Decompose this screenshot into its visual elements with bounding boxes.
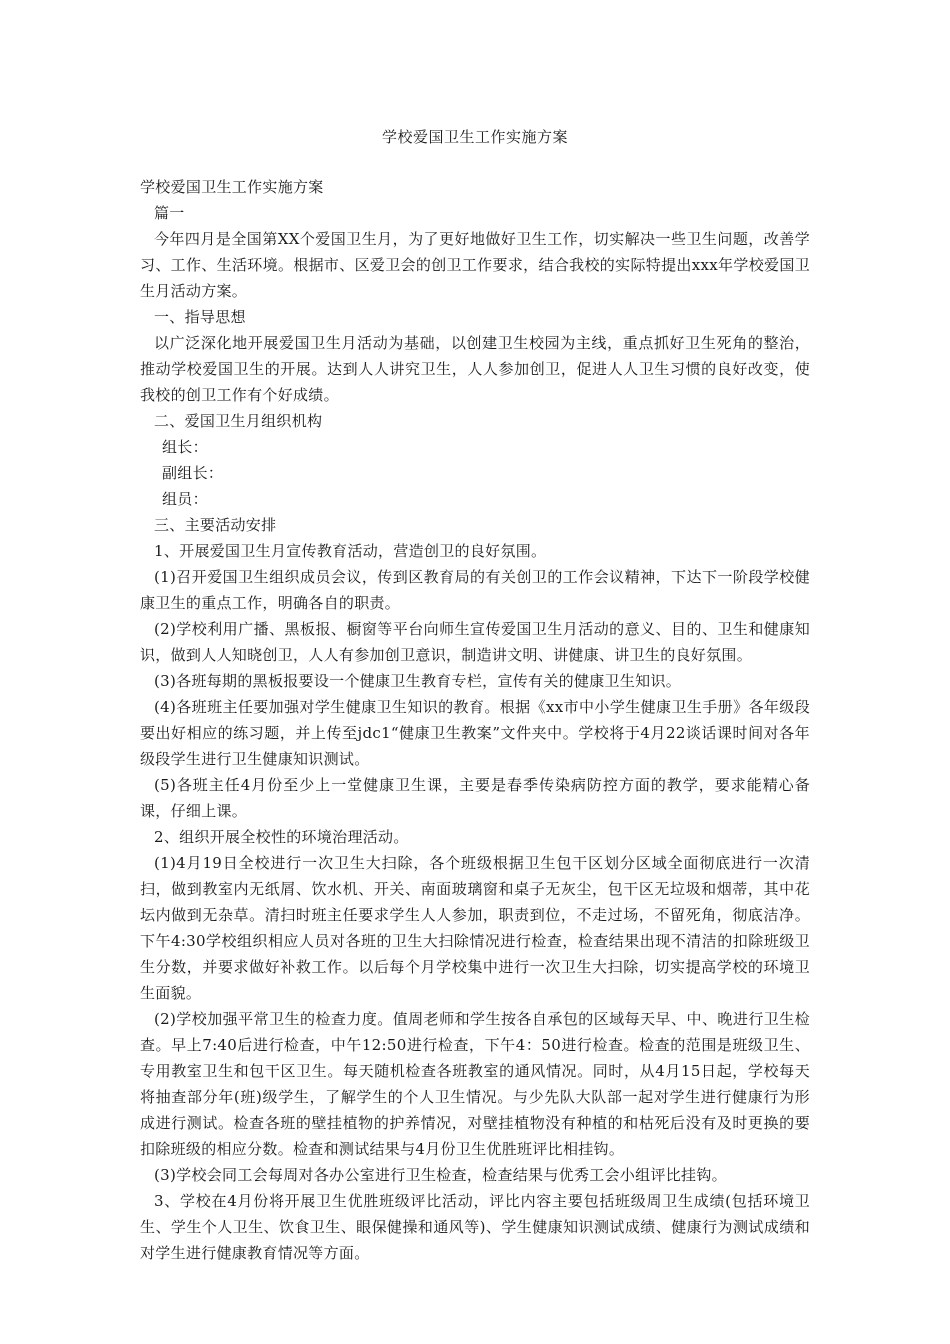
document-title: 学校爱国卫生工作实施方案 xyxy=(381,128,568,146)
activity-1-heading: 1、开展爱国卫生月宣传教育活动，营造创卫的良好氛围。 xyxy=(154,542,547,560)
section-heading-activities: 三、主要活动安排 xyxy=(154,516,277,534)
activity-2-item-3: (3)学校会同工会每周对各办公室进行卫生检查，检查结果与优秀工会小组评比挂钩。 xyxy=(154,1166,727,1184)
section-label-part-one: 篇一 xyxy=(154,204,185,222)
section-heading-organization: 二、爱国卫生月组织机构 xyxy=(154,412,323,430)
activity-1-item-5: (5)各班主任4月份至少上一堂健康卫生课，主要是春季传染病防控方面的教学，要求能精心备课，仔细上课。 xyxy=(140,776,810,820)
team-leader-line: 组长： xyxy=(162,438,208,456)
activity-1-item-4: (4)各班班主任要加强对学生健康卫生知识的教育。根据《xx市中小学生健康卫生手册》各年级段要出好相应的练习题，并上传至jdc1“健康卫生教案”文件夹中。学校将于4月22谈话课时间对各年级段学生进行卫生健康知识测试。 xyxy=(140,698,810,768)
team-members-line: 组员： xyxy=(162,490,208,508)
activity-2-heading: 2、组织开展全校性的环境治理活动。 xyxy=(154,828,409,846)
intro-paragraph: 今年四月是全国第XX个爱国卫生月，为了更好地做好卫生工作，切实解决一些卫生问题，改善学习、工作、生活环境。根据市、区爱卫会的创卫工作要求，结合我校的实际特提出xxx年学校爱国卫生月活动方案。 xyxy=(140,230,810,300)
activity-3-paragraph: 3、学校在4月份将开展卫生优胜班级评比活动，评比内容主要包括班级周卫生成绩(包括环境卫生、学生个人卫生、饮食卫生、眼保健操和通风等)、学生健康知识测试成绩、健康行为测试成绩和对学生进行健康教育情况等方面。 xyxy=(140,1192,810,1262)
section-heading-guiding-idea: 一、指导思想 xyxy=(154,308,246,326)
activity-1-item-2: (2)学校利用广播、黑板报、橱窗等平台向师生宣传爱国卫生月活动的意义、目的、卫生和健康知识，做到人人知晓创卫，人人有参加创卫意识，制造讲文明、讲健康、讲卫生的良好氛围。 xyxy=(140,620,810,664)
document-subtitle: 学校爱国卫生工作实施方案 xyxy=(140,178,324,196)
activity-1-item-1: (1)召开爱国卫生组织成员会议，传到区教育局的有关创卫的工作会议精神，下达下一阶段学校健康卫生的重点工作，明确各自的职责。 xyxy=(140,568,810,612)
activity-2-item-2: (2)学校加强平常卫生的检查力度。值周老师和学生按各自承包的区域每天早、中、晚进行卫生检查。早上7:40后进行检查，中午12:50进行检查，下午4：50进行检查。检查的范围是班级卫生、专用教室卫生和包干区卫生。每天随机检查各班教室的通风情况。同时，从4月15日起，学校每天将抽查部分年(班)级学生，了解学生的个人卫生情况。与少先队大队部一起对学生进行健康行为形成进行测试。检查各班的壁挂植物的护养情况，对壁挂植物没有种植的和枯死后没有及时更换的要扣除班级的相应分数。检查和测试结果与4月份卫生优胜班评比相挂钩。 xyxy=(140,1010,810,1158)
document-body xyxy=(140,174,810,1266)
activity-1-item-3: (3)各班每期的黑板报要设一个健康卫生教育专栏，宣传有关的健康卫生知识。 xyxy=(154,672,682,690)
deputy-leader-line: 副组长： xyxy=(162,464,224,482)
guiding-idea-paragraph: 以广泛深化地开展爱国卫生月活动为基础，以创建卫生校园为主线，重点抓好卫生死角的整治，推动学校爱国卫生的开展。达到人人讲究卫生，人人参加创卫，促进人人卫生习惯的良好改变，使我校的创卫工作有个好成绩。 xyxy=(140,334,810,404)
activity-2-item-1: (1)4月19日全校进行一次卫生大扫除，各个班级根据卫生包干区划分区域全面彻底进行一次清扫，做到教室内无纸屑、饮水机、开关、南面玻璃窗和桌子无灰尘，包干区无垃圾和烟蒂，其中花坛内做到无杂草。清扫时班主任要求学生人人参加，职责到位，不走过场，不留死角，彻底洁净。下午4:30学校组织相应人员对各班的卫生大扫除情况进行检查，检查结果出现不清洁的扣除班级卫生分数，并要求做好补救工作。以后每个月学校集中进行一次卫生大扫除，切实提高学校的环境卫生面貌。 xyxy=(140,854,810,1002)
